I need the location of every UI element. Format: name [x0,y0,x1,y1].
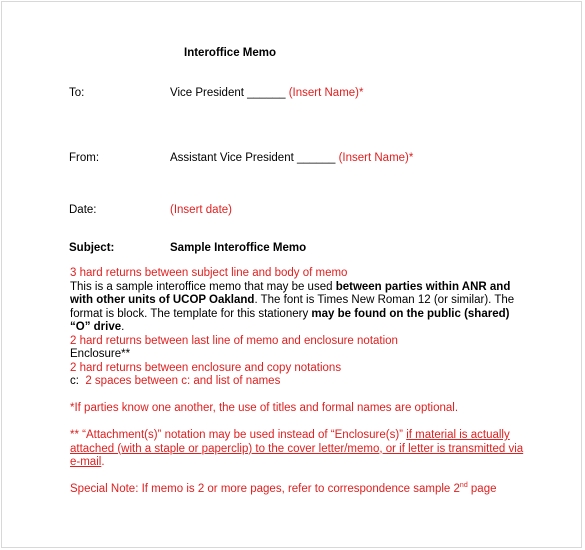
attachment-underlined-text: if material is actually attached (with a staple or paperclip) to the cover letter/memo, or if letter is transmitted via e-mail [70,429,524,468]
from-line [170,152,413,164]
copy-note: 2 hard returns between enclosure and copy notations [70,361,342,374]
attachment-note [70,429,525,470]
to-value: Vice President ______ [170,87,286,99]
body-paragraph [70,281,525,335]
special-note-text: Special Note: If memo is 2 or more pages, refer to correspondence sample 2 [70,483,460,495]
subject-value: Sample Interoffice Memo [170,242,307,254]
enclosure-notation: Enclosure** [70,348,131,360]
attachment-text: ** “Attachment(s)” notation may be used instead of “Enclosure(s)” [70,429,407,441]
cc-line [70,375,525,389]
enclosure-note: 2 hard returns between last line of memo and enclosure notation [70,334,398,347]
parties-note: *If parties know one another, the use of titles and formal names are optional. [70,402,459,414]
from-insert-name: (Insert Name)* [338,152,414,164]
cc-label: c: [70,375,79,387]
special-note [70,483,525,497]
returns-note: 3 hard returns between subject line and body of memo [70,267,348,279]
memo-body [70,267,525,497]
attachment-text: . [101,456,105,468]
to-line [170,87,364,99]
subject-label: Subject: [69,242,115,254]
date-label: Date: [69,204,97,216]
from-label: From: [69,152,100,164]
date-insert: (Insert date) [170,204,232,216]
body-text: . [121,321,125,333]
cc-note: 2 spaces between c: and list of names [78,375,281,387]
body-text: . The font is Times New Roman 12 (or similar). The format is block. The template for this stationery [70,294,515,320]
from-value: Assistant Vice President ______ [170,152,336,164]
to-insert-name: (Insert Name)* [288,87,364,99]
special-note-superscript: nd [459,482,468,490]
memo-title: Interoffice Memo [184,47,277,59]
memo-page [1,1,582,548]
to-label: To: [69,87,85,99]
special-note-text: page [467,483,497,495]
body-bold-text: may be found on the public (shared) “O” drive [70,307,510,333]
body-bold-text: between parties within ANR and with other units of UCOP Oakland [70,280,511,306]
body-text: This is a sample interoffice memo that may be used [70,280,336,293]
